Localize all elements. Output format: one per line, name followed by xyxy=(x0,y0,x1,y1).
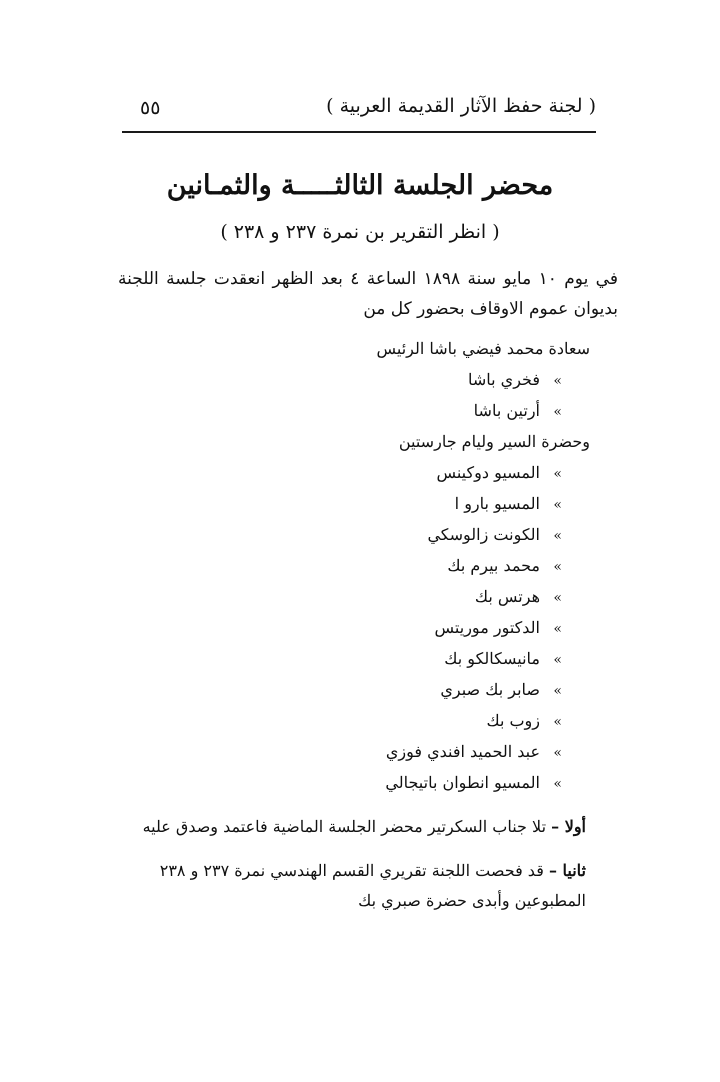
attendee-item xyxy=(230,674,590,705)
ditto-mark: » xyxy=(553,590,562,606)
attendee-item xyxy=(230,488,590,519)
ditto-mark: » xyxy=(553,497,562,513)
attendee-name: عبد الحميد افندي فوزي xyxy=(385,742,540,761)
ditto-mark: » xyxy=(553,683,562,699)
attendee-item xyxy=(230,705,590,736)
attendee-item xyxy=(230,426,590,457)
attendee-name: الكونت زالوسكي xyxy=(427,525,540,544)
attendee-name: زوب بك xyxy=(486,711,540,730)
header-rule xyxy=(122,131,596,133)
attendee-item xyxy=(230,364,590,395)
ditto-mark: » xyxy=(553,466,562,482)
attendee-item xyxy=(230,395,590,426)
page-number: ٥٥ xyxy=(140,97,161,119)
attendee-item xyxy=(230,643,590,674)
attendee-name: سعادة محمد فيضي باشا الرئيس xyxy=(376,339,590,358)
ditto-mark: » xyxy=(553,373,562,389)
attendee-name: هرتس بك xyxy=(474,587,540,606)
agenda-item-2 xyxy=(106,856,586,916)
minutes-subtitle: ( انظر التقرير بن نمرة ٢٣٧ و ٢٣٨ ) xyxy=(220,221,500,243)
ditto-mark: » xyxy=(553,652,562,668)
attendee-name: أرتين باشا xyxy=(473,401,540,420)
agenda-item-1-text: تلا جناب السكرتير محضر الجلسة الماضية فاعتمد وصدق عليه xyxy=(142,817,547,836)
ditto-mark: » xyxy=(553,621,562,637)
ditto-mark: » xyxy=(553,714,562,730)
ditto-mark: » xyxy=(553,404,562,420)
attendee-name: محمد بيرم بك xyxy=(447,556,540,575)
attendee-name: فخري باشا xyxy=(467,370,540,389)
attendee-item xyxy=(230,612,590,643)
attendee-name: وحضرة السير وليام جارستين xyxy=(398,432,590,451)
attendee-name: المسيو بارو ا xyxy=(454,494,540,513)
ditto-mark: » xyxy=(553,745,562,761)
agenda-item-1 xyxy=(126,812,586,842)
attendee-item xyxy=(230,736,590,767)
agenda-item-2-lead: ثانيا – xyxy=(548,861,586,880)
attendee-item xyxy=(230,333,590,364)
ditto-mark: » xyxy=(553,559,562,575)
attendee-list xyxy=(230,333,590,798)
attendee-name: صابر بك صبري xyxy=(440,680,540,699)
running-header xyxy=(122,95,596,131)
agenda-item-1-lead: أولا – xyxy=(551,817,586,836)
attendee-item xyxy=(230,581,590,612)
attendee-item xyxy=(230,767,590,798)
attendee-item xyxy=(230,519,590,550)
minutes-title: محضر الجلسة الثالثـــــة والثمـانين xyxy=(166,170,554,201)
header-title: ( لجنة حفظ الآثار القديمة العربية ) xyxy=(326,95,596,117)
attendee-item xyxy=(230,457,590,488)
attendee-name: المسيو دوكينس xyxy=(436,463,540,482)
attendee-item xyxy=(230,550,590,581)
agenda-item-2-text: قد فحصت اللجنة تقريري القسم الهندسي نمرة ٢٣٧ و ٢٣٨ المطبوعين وأبدى حضرة صبري بك xyxy=(159,861,586,910)
ditto-mark: » xyxy=(553,776,562,792)
attendee-name: الدكتور موريتس xyxy=(434,618,540,637)
opening-paragraph: في يوم ١٠ مايو سنة ١٨٩٨ الساعة ٤ بعد الظهر انعقدت جلسة اللجنة بديوان عموم الاوقاف بحضور كل من xyxy=(118,269,618,319)
attendee-name: مانيسكالكو بك xyxy=(444,649,540,668)
attendee-name: المسيو انطوان باتيجالي xyxy=(385,773,540,792)
ditto-mark: » xyxy=(553,528,562,544)
